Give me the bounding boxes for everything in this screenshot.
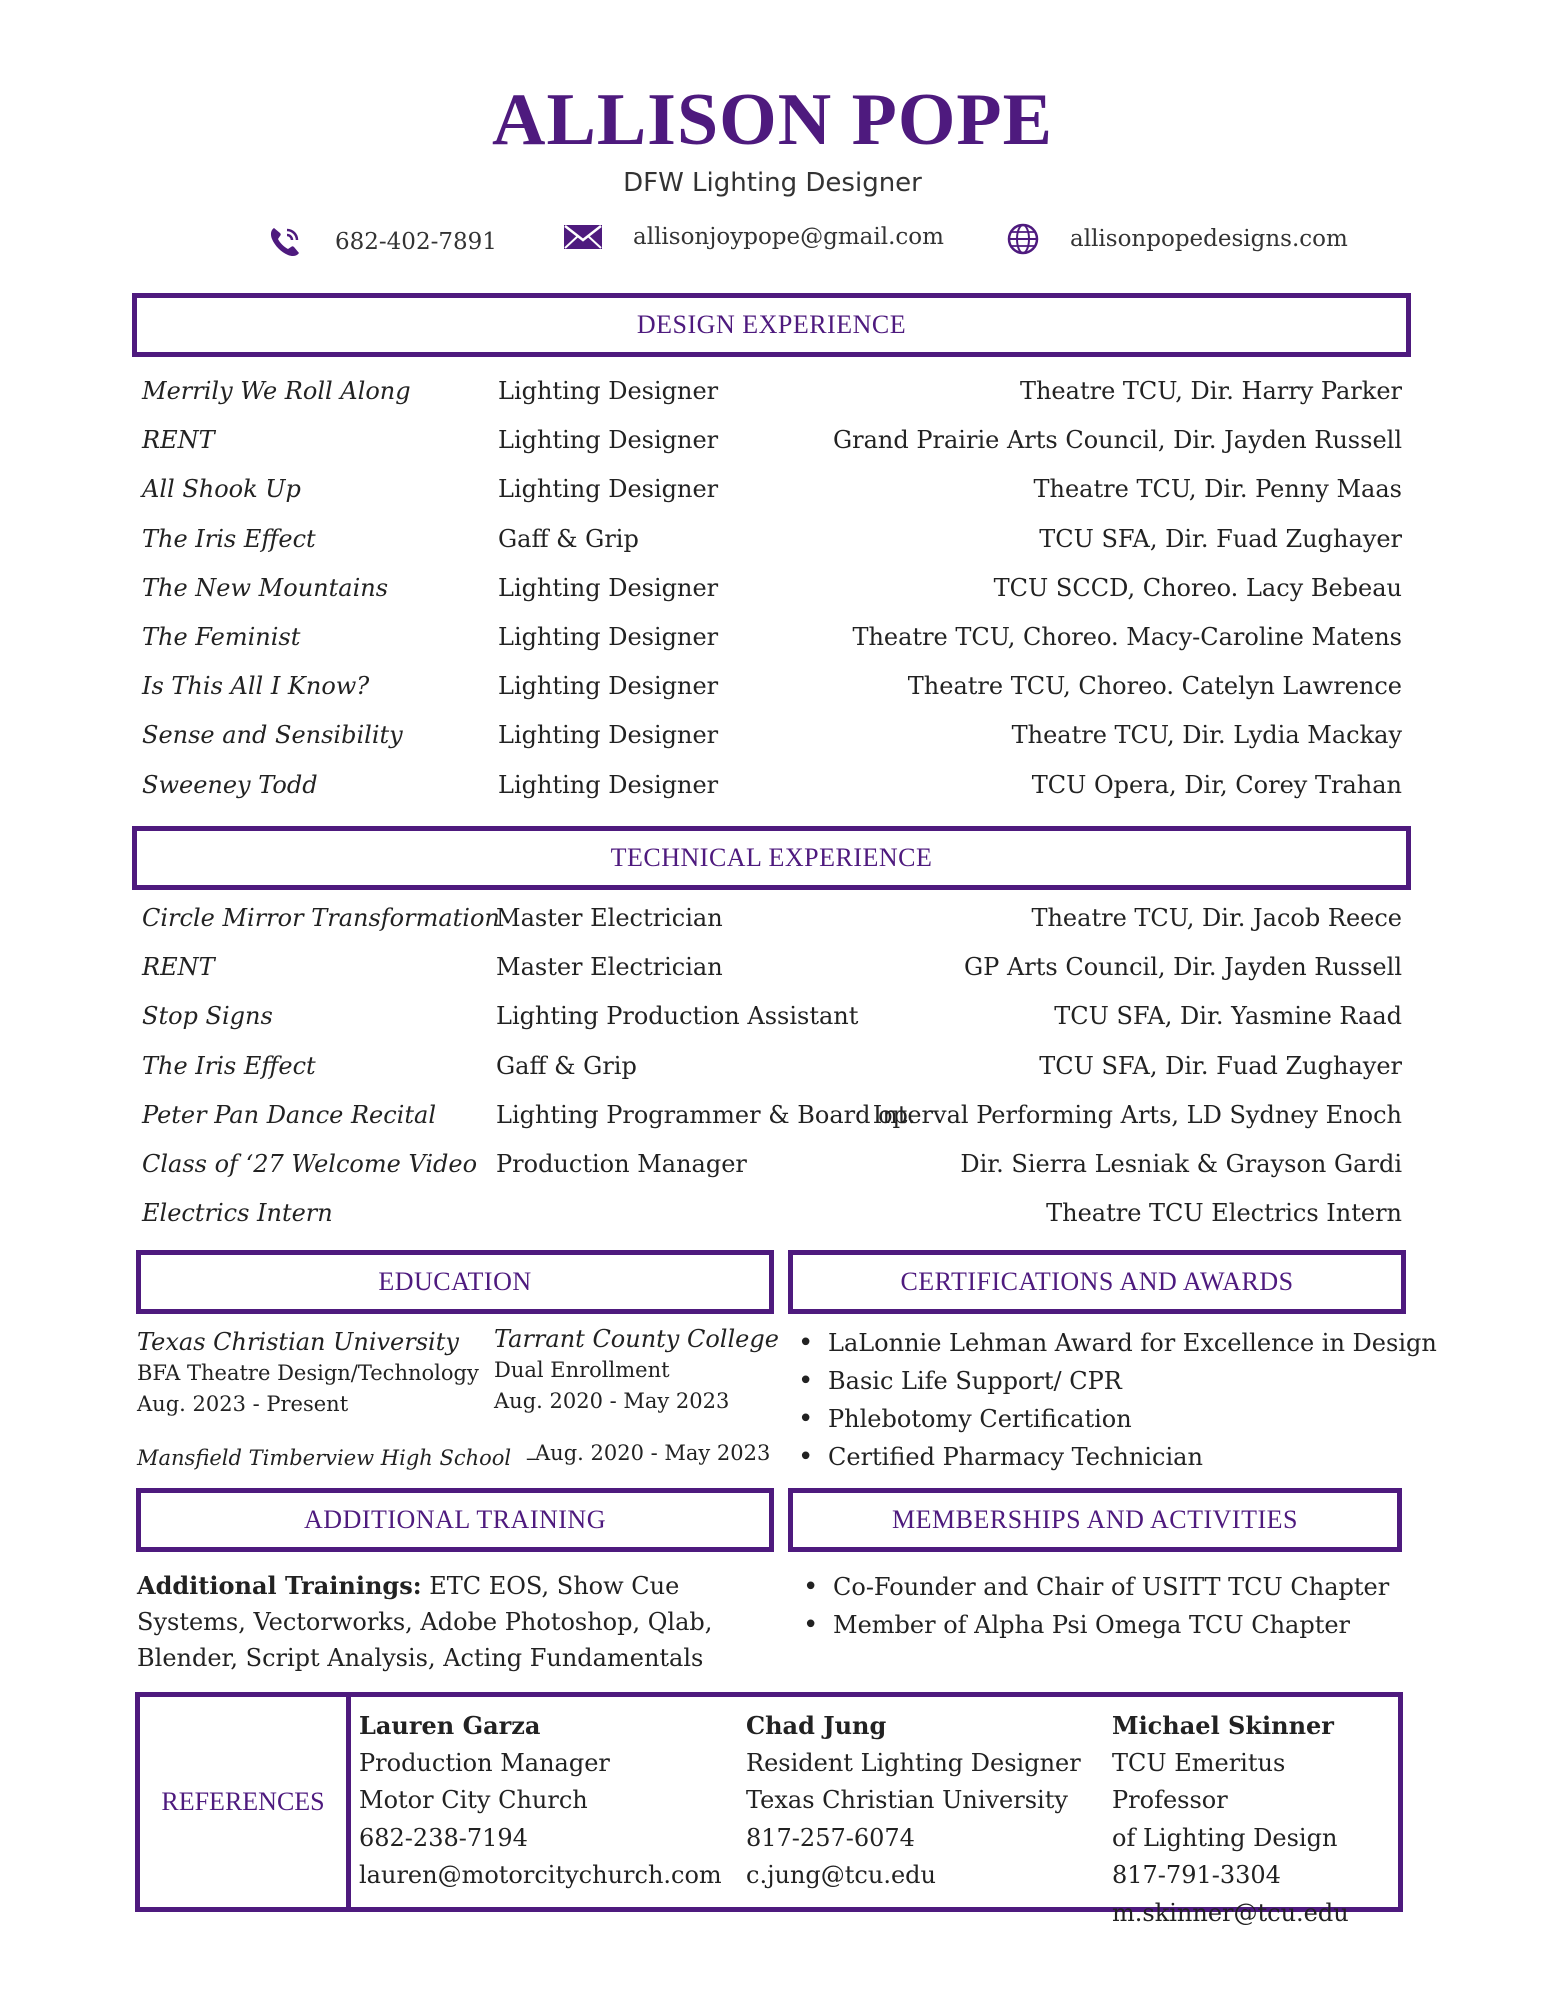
experience-row [142, 574, 1402, 614]
training-list: ETC EOS, Show Cue Systems, Vectorworks, Adobe Photoshop, Qlab, Blender, Script Analysis, Acting Fundamentals [137, 1572, 713, 1672]
reference-phone[interactable]: 817-791-3304 [1112, 1861, 1281, 1889]
resume-name: ALLISON POPE [492, 79, 1053, 161]
show-title: RENT [142, 953, 215, 982]
show-title: The New Mountains [142, 573, 389, 602]
resume-subtitle: DFW Lighting Designer [623, 168, 922, 198]
role: Lighting Designer [498, 426, 719, 455]
reference-email[interactable]: m.skinner@tcu.edu [1112, 1898, 1349, 1927]
experience-row [142, 1150, 1402, 1190]
role: Lighting Designer [498, 770, 719, 799]
list-item: • Certified Pharmacy Technician [794, 1438, 1437, 1476]
role: Lighting Designer [498, 377, 719, 405]
school-separator: – [525, 1446, 537, 1470]
experience-row [142, 623, 1402, 663]
role: Lighting Designer [498, 475, 719, 504]
organization: Theatre TCU, Choreo. Catelyn Lawrence [907, 672, 1402, 701]
organization: Theatre TCU, Dir. Penny Maas [1033, 475, 1402, 504]
show-title: All Shook Up [142, 475, 301, 504]
certifications-list [794, 1324, 1437, 1476]
show-title: The Iris Effect [142, 1051, 316, 1080]
experience-row [142, 426, 1402, 466]
reference-title: Resident Lighting Designer [746, 1748, 1081, 1777]
list-item: • Phlebotomy Certification [794, 1400, 1437, 1438]
reference-title: Production Manager [359, 1748, 610, 1777]
list-item: • LaLonnie Lehman Award for Excellence in Design [794, 1324, 1437, 1362]
organization: TCU SCCD, Choreo. Lacy Bebeau [993, 573, 1402, 602]
experience-row [142, 525, 1402, 565]
show-title: Sweeney Todd [142, 770, 318, 799]
contact-phone [265, 222, 497, 262]
references-box [135, 1692, 1403, 1927]
organization: Interval Performing Arts, LD Sydney Enoch [872, 1100, 1402, 1129]
show-title: Class of ‘27 Welcome Video [142, 1150, 478, 1178]
role: Gaff & Grip [496, 1051, 637, 1080]
role: Lighting Designer [498, 721, 719, 750]
education-hs-name [137, 1443, 536, 1474]
list-item: • Basic Life Support/ CPR [794, 1362, 1437, 1400]
education-hs-dates: Aug. 2020 - May 2023 [535, 1441, 771, 1465]
role: Master Electrician [496, 904, 723, 932]
email-address[interactable]: allisonjoypope@gmail.com [633, 224, 944, 250]
additional-training-heading: ADDITIONAL TRAINING [136, 1488, 774, 1552]
role: Lighting Production Assistant [496, 1002, 859, 1031]
role: Lighting Designer [498, 672, 719, 701]
email-icon [563, 222, 603, 252]
education-tcc [494, 1324, 779, 1417]
organization: Grand Prairie Arts Council, Dir. Jayden Russell [832, 426, 1402, 455]
show-title: Is This All I Know? [142, 672, 370, 701]
reference-name: Lauren Garza [359, 1711, 541, 1740]
organization: TCU Opera, Dir, Corey Trahan [1031, 770, 1402, 799]
website-link[interactable]: allisonpopedesigns.com [1070, 226, 1348, 252]
school-name: Texas Christian University [137, 1328, 459, 1356]
organization: Theatre TCU, Dir. Jacob Reece [1031, 904, 1402, 932]
reference-org: of Lighting Design [1112, 1823, 1338, 1852]
experience-row [142, 377, 1402, 417]
reference-name: Chad Jung [746, 1711, 887, 1740]
reference-phone[interactable]: 817-257-6074 [746, 1823, 915, 1852]
experience-row [142, 1199, 1402, 1239]
role: Lighting Designer [498, 573, 719, 602]
organization: TCU SFA, Dir. Fuad Zughayer [1039, 524, 1402, 553]
list-item: • Member of Alpha Psi Omega TCU Chapter [799, 1606, 1389, 1644]
reference-2 [746, 1707, 1081, 1895]
memberships-heading: MEMBERSHIPS AND ACTIVITIES [788, 1488, 1402, 1552]
organization: Theatre TCU, Choreo. Macy-Caroline Matens [852, 623, 1402, 651]
organization: Dir. Sierra Lesniak & Grayson Gardi [960, 1150, 1402, 1178]
contact-email [563, 222, 944, 252]
school-dates: Aug. 2023 - Present [137, 1392, 349, 1416]
reference-phone[interactable]: 682-238-7194 [359, 1823, 528, 1852]
school-degree: BFA Theatre Design/Technology [137, 1361, 479, 1385]
experience-row [142, 475, 1402, 515]
show-title: Circle Mirror Transformation [142, 904, 500, 932]
technical-experience-heading: TECHNICAL EXPERIENCE [132, 826, 1411, 890]
organization: TCU SFA, Dir. Yasmine Raad [1054, 1002, 1402, 1031]
experience-row [142, 771, 1402, 811]
show-title: The Feminist [142, 623, 301, 651]
experience-row [142, 672, 1402, 712]
training-label: Additional Trainings: [137, 1571, 422, 1600]
references-divider [346, 1697, 351, 1907]
education-heading: EDUCATION [136, 1250, 774, 1314]
training-text [137, 1568, 757, 1676]
role: Master Electrician [496, 953, 723, 982]
globe-icon [1006, 222, 1040, 256]
reference-org: Texas Christian University [746, 1786, 1068, 1814]
reference-org: Motor City Church [359, 1786, 588, 1814]
contact-website [1006, 222, 1348, 256]
experience-row [142, 1101, 1402, 1141]
education-tcu [137, 1327, 479, 1420]
show-title: The Iris Effect [142, 524, 316, 553]
school-dates: Aug. 2020 - May 2023 [494, 1389, 730, 1413]
organization: GP Arts Council, Dir. Jayden Russell [964, 953, 1402, 982]
role: Gaff & Grip [498, 524, 639, 553]
experience-row [142, 1002, 1402, 1042]
organization: TCU SFA, Dir. Fuad Zughayer [1039, 1051, 1402, 1080]
organization: Theatre TCU, Dir. Lydia Mackay [1011, 721, 1402, 750]
certifications-heading: CERTIFICATIONS AND AWARDS [788, 1250, 1406, 1314]
reference-email[interactable]: lauren@motorcitychurch.com [359, 1861, 722, 1889]
organization: Theatre TCU, Dir. Harry Parker [1019, 377, 1402, 405]
role: Lighting Designer [498, 623, 719, 651]
reference-1 [359, 1707, 722, 1895]
references-heading: REFERENCES [161, 1787, 325, 1816]
design-experience-heading: DESIGN EXPERIENCE [132, 293, 1411, 357]
school-degree: Dual Enrollment [494, 1358, 670, 1382]
show-title: Electrics Intern [142, 1199, 333, 1228]
reference-name: Michael Skinner [1112, 1711, 1334, 1740]
reference-email[interactable]: c.jung@tcu.edu [746, 1861, 936, 1889]
experience-row [142, 721, 1402, 761]
school-name: Tarrant County College [494, 1325, 779, 1353]
show-title: RENT [142, 426, 215, 455]
reference-3 [1112, 1707, 1398, 1932]
experience-row [142, 1052, 1402, 1092]
memberships-list [799, 1568, 1389, 1644]
role: Lighting Programmer & Board op. [496, 1100, 916, 1129]
organization: Theatre TCU Electrics Intern [1046, 1199, 1402, 1228]
phone-icon [265, 222, 305, 262]
show-title: Merrily We Roll Along [142, 377, 411, 405]
list-item: • Co-Founder and Chair of USITT TCU Chapter [799, 1568, 1389, 1606]
reference-title: TCU Emeritus Professor [1112, 1748, 1286, 1814]
role: Production Manager [496, 1150, 747, 1178]
school-name: Mansfield Timberview High School [137, 1446, 512, 1470]
show-title: Sense and Sensibility [142, 721, 403, 750]
experience-row [142, 904, 1402, 944]
show-title: Peter Pan Dance Recital [142, 1100, 436, 1129]
experience-row [142, 953, 1402, 993]
show-title: Stop Signs [142, 1002, 273, 1031]
phone-number[interactable]: 682-402-7891 [335, 229, 497, 255]
